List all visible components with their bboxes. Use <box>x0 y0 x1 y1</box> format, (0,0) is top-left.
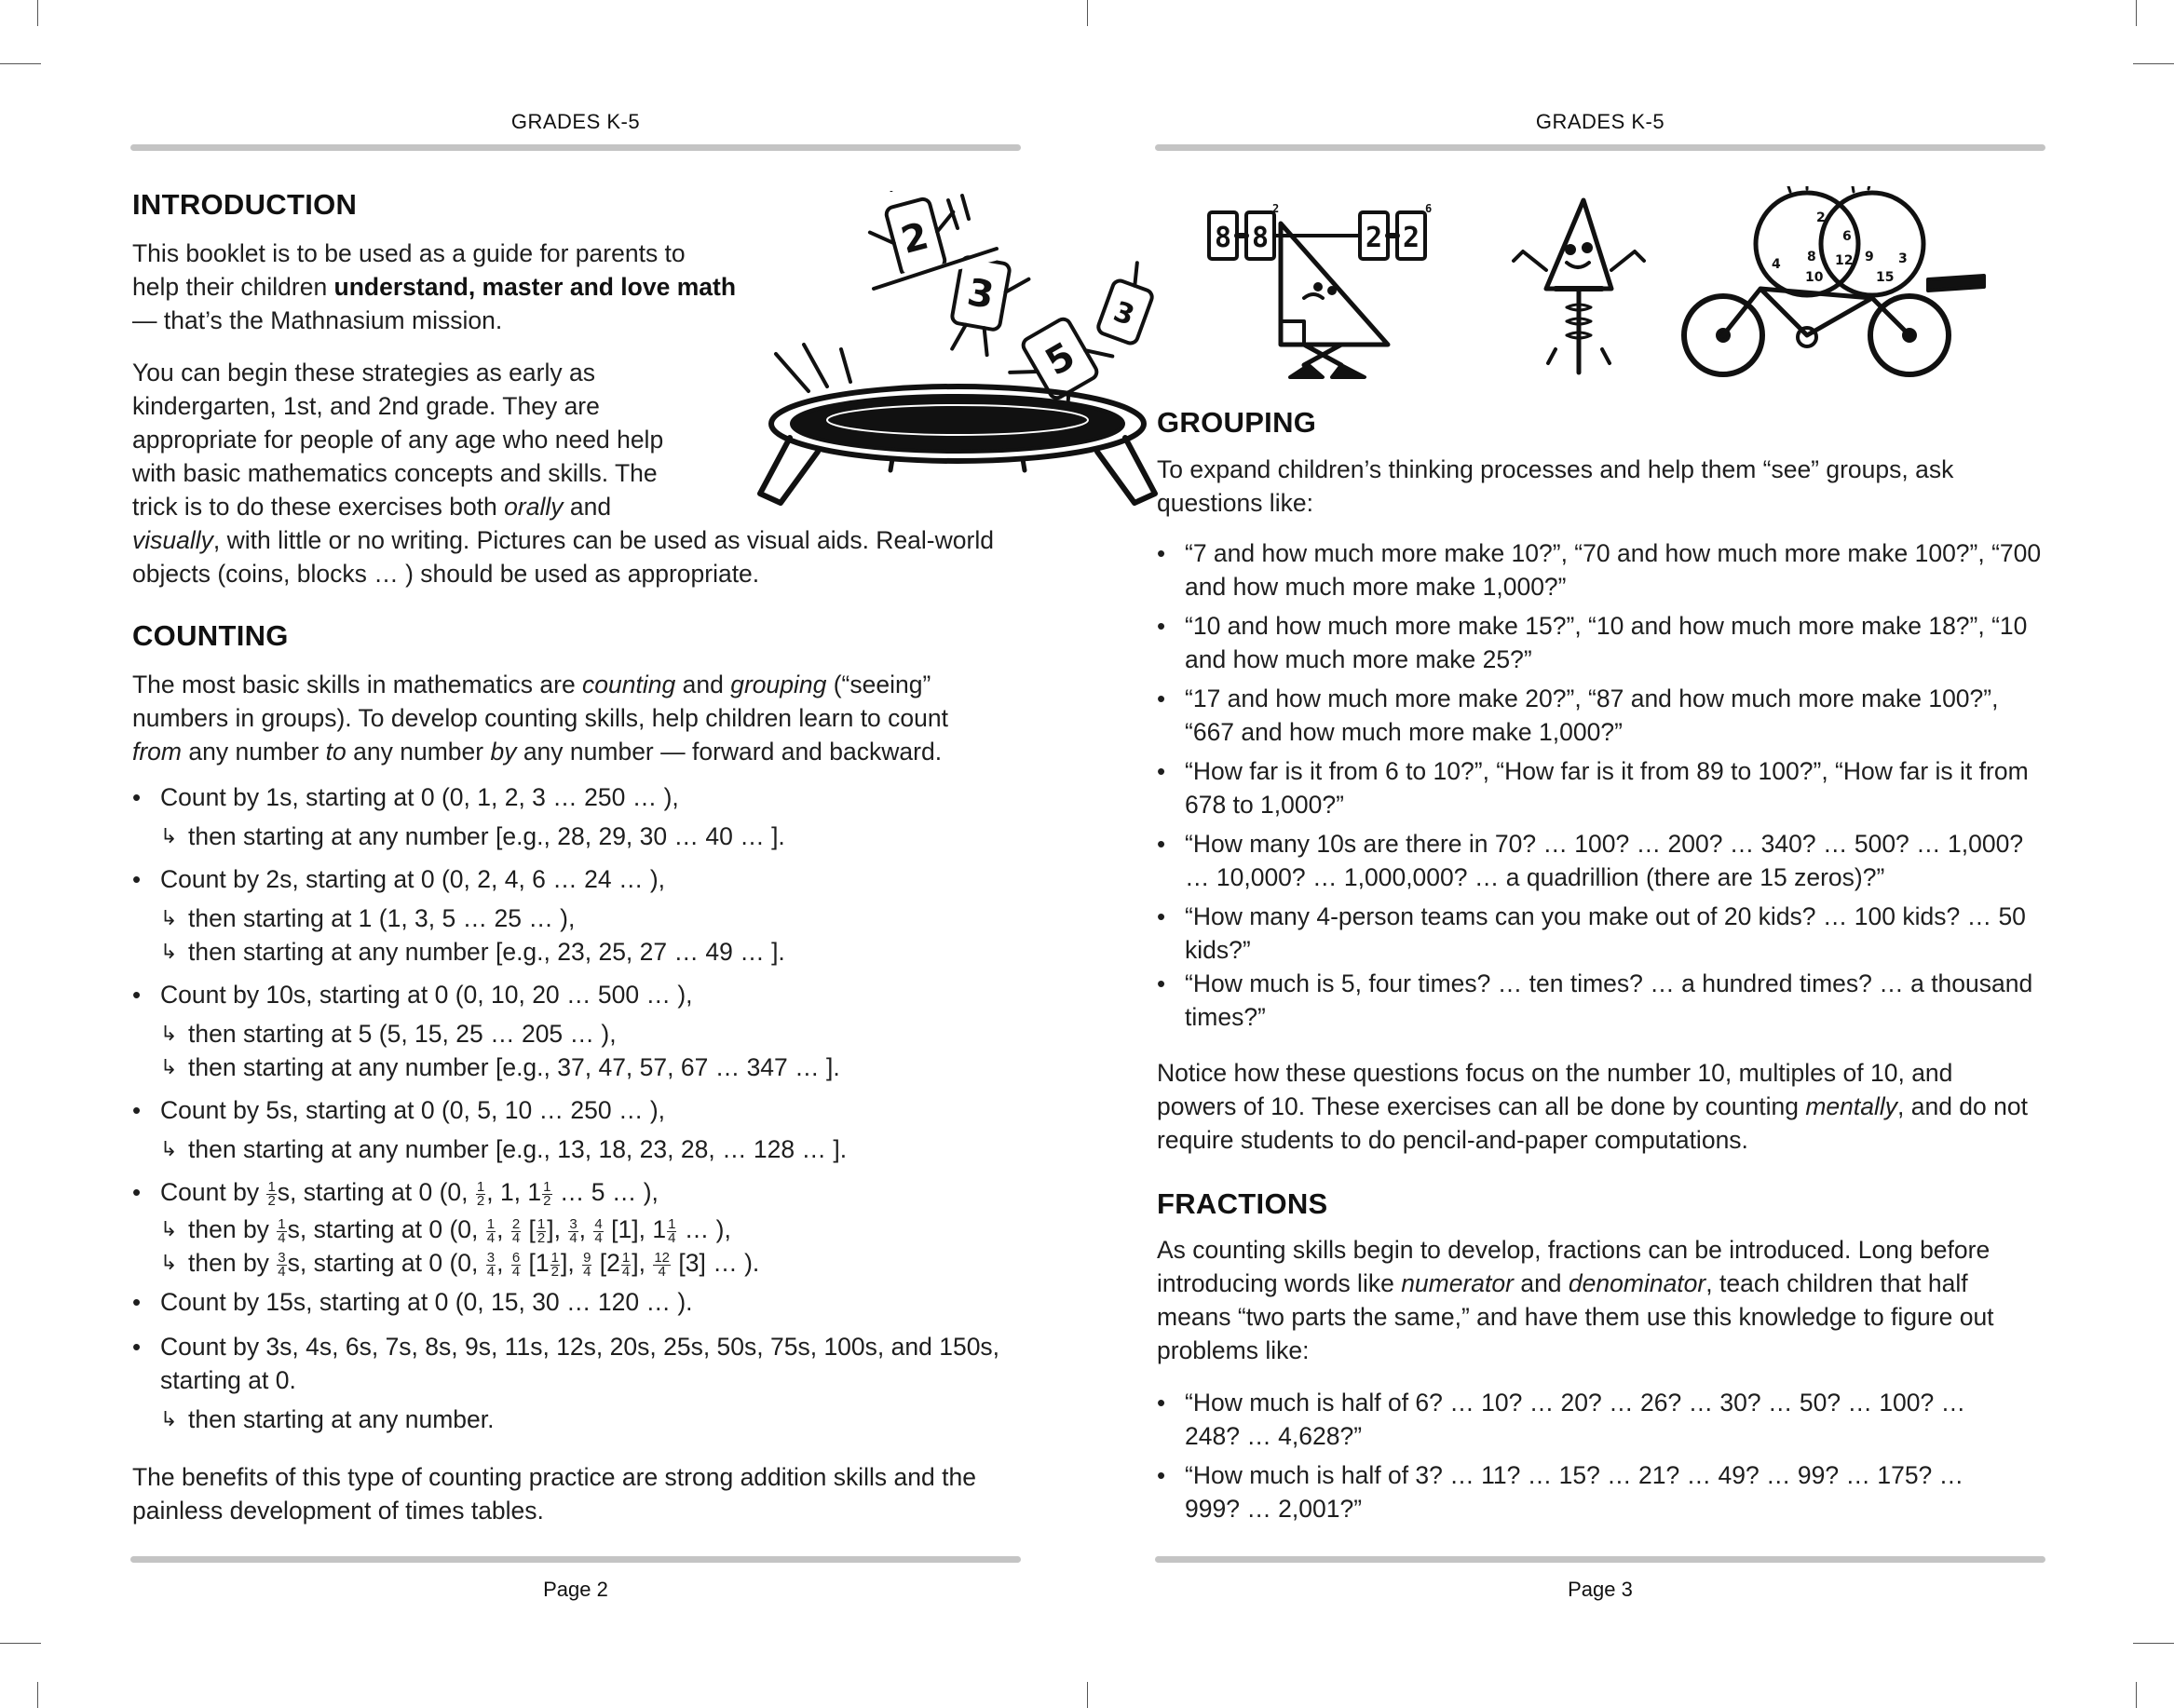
list-item: • “How much is half of 3? … 11? … 15? … 21? … 49? … 99? … 175? … 999? … 2,001?” <box>1157 1458 1977 1525</box>
intro-heading: INTRODUCTION <box>132 188 358 221</box>
crop-mark <box>1087 1682 1088 1708</box>
grouping-intro: To expand children’s thinking processes and help them “see” groups, ask questions like: <box>1157 455 1954 517</box>
illus-digit: 2 <box>1272 202 1280 215</box>
illus-digit: 6 <box>1425 202 1433 215</box>
venn-digit: 8 <box>1807 250 1816 264</box>
counting-list <box>132 780 1008 1447</box>
list-item: • “How much is 5, four times? … ten times? … a hundred times? … a thousand times?” <box>1157 967 2042 1034</box>
triangle-weightlifter <box>1209 212 1425 377</box>
header-rule <box>130 144 1021 151</box>
footer-rule <box>1155 1556 2045 1563</box>
crop-mark <box>0 63 41 64</box>
fractions-intro: As counting skills begin to develop, fractions can be introduced. Long before introducing words like numerator and denominator, teach children that half means “two parts the same,” and have them use this knowledge to figure out problems like: <box>1157 1236 1994 1364</box>
arrow-icon: ↳ <box>160 1022 178 1045</box>
list-item: • “How far is it from 6 to 10?”, “How far is it from 89 to 100?”, “How far is it from 678 to 1,000?” <box>1157 754 2042 821</box>
counting-heading: COUNTING <box>132 619 289 652</box>
left-page <box>130 0 1139 1708</box>
running-head: GRADES K-5 <box>1535 110 1665 133</box>
list-item: • “How many 4-person teams can you make out of 20 kids? … 100 kids? … 50 kids?” <box>1157 900 2042 967</box>
crop-mark <box>2136 0 2137 26</box>
venn-digit: 9 <box>1865 250 1874 264</box>
illus-digit: 3 <box>964 270 998 319</box>
venn-digit: 4 <box>1772 257 1781 272</box>
illus-digit: 8 <box>1215 222 1232 254</box>
list-item: • “How much is half of 6? … 10? … 20? … 26? … 30? … 50? … 100? … 248? … 4,628?” <box>1157 1386 1977 1453</box>
list-item: • Count by $\frac{1}{2}$ s, starting at 0 (0, $\frac{1}{2}$ , 1, 1 $\frac{1}{2}$ … 5 … ), ↳ then by $\frac{1}{4}$ s, starting at 0 (0, $\frac{1}{4}$ , $\frac{2}{4}$ [ $\frac{1}{2}$ ], $\frac{3}{4}$ , $\frac{4}{4}$ [1], 1 $\frac{1}{4}$ … ), ↳ then by $\frac{3}{4}$ s, starting at 0 (0, $\frac{3}{4}$ , $\frac{6}{4}$ [1 $\frac{1}{2}$ ], $\frac{9}{4}$ [2 $\frac{1}{4}$ ], $\frac{12}{4}$ [3] … ). <box>132 1175 1008 1280</box>
arrow-icon: ↳ <box>160 1407 178 1430</box>
venn-digit: 12 <box>1835 253 1854 268</box>
page-number: Page 3 <box>1568 1578 1633 1601</box>
list-item: • “17 and how much more make 20?”, “87 and how much more make 100?”, “667 and how much more make 1,000?” <box>1157 682 2042 749</box>
crop-mark <box>37 1682 38 1708</box>
intro-paragraph-2: You can begin these strategies as early as kindergarten, 1st, and 2nd grade. They are appropriate for people of any age who need help with basic mathematics concepts and skills. The trick is to do these exercises both orally and visually, with little or no writing. Pictures can be used as visual aids. Real-world objects (coins, blocks … ) should be used as appropriate. <box>132 359 994 588</box>
page-number: Page 2 <box>543 1578 608 1601</box>
fractions-list <box>1157 1386 1977 1525</box>
list-item: • Count by 10s, starting at 0 (0, 10, 20 … 500 … ), ↳ then starting at 5 (5, 15, 25 … 205 … ), ↳ then starting at any number [e.g., 37, 47, 57, 67 … 347 … ]. <box>132 978 1008 1084</box>
venn-digit: 2 <box>1816 210 1826 225</box>
crop-mark <box>1087 0 1088 26</box>
fractions-heading: FRACTIONS <box>1157 1187 1328 1220</box>
venn-digit: 6 <box>1842 229 1852 244</box>
intro-paragraph-1: This booklet is to be used as a guide for parents to help their children understand, master and love math — that’s the Mathnasium mission. <box>132 239 737 334</box>
shapes-illustration <box>1202 186 2003 382</box>
arrow-icon: ↳ <box>160 940 178 963</box>
triangle-pogo <box>1514 200 1644 373</box>
list-item: • “How many 10s are there in 70? … 100? … 200? … 340? … 500? … 1,000? … 10,000? … 1,000,000? … a quadrillion (there are 15 zeros)?” <box>1157 827 2042 894</box>
venn-digit: 3 <box>1898 251 1908 266</box>
list-item: • “7 and how much more make 10?”, “70 and how much more make 100?”, “700 and how much more make 1,000?” <box>1157 536 2042 603</box>
crop-mark <box>0 1643 41 1644</box>
grouping-note: Notice how these questions focus on the number 10, multiples of 10, and powers of 10. These exercises can all be done by counting mentally, and do not require students to do pencil-and-paper computations. <box>1157 1059 2028 1154</box>
arrow-icon: ↳ <box>160 1137 178 1160</box>
list-item: • Count by 2s, starting at 0 (0, 2, 4, 6 … 24 … ), ↳ then starting at 1 (1, 3, 5 … 25 … ), ↳ then starting at any number [e.g., 23, 25, 27 … 49 … ]. <box>132 862 1008 969</box>
list-item: • Count by 15s, starting at 0 (0, 15, 30 … 120 … ). <box>132 1285 1008 1319</box>
arrow-icon: ↳ <box>160 1055 178 1078</box>
list-item: • Count by 1s, starting at 0 (0, 1, 2, 3 … 250 … ), ↳ then starting at any number [e.g., 28, 29, 30 … 40 … ]. <box>132 780 1008 853</box>
counting-paragraph: The most basic skills in mathematics are counting and grouping (“seeing” numbers in groups). To develop counting skills, help children learn to count from any number to any number by any number — forward and backward. <box>132 671 948 766</box>
grouping-heading: GROUPING <box>1157 406 1317 439</box>
crop-mark <box>2133 63 2174 64</box>
venn-bike <box>1684 186 1984 374</box>
footer-rule <box>130 1556 1021 1563</box>
grouping-list <box>1157 536 2042 1034</box>
venn-digit: 10 <box>1805 270 1824 285</box>
right-page <box>1155 0 2049 1708</box>
illus-digit: 2 <box>896 214 933 264</box>
arrow-icon: ↳ <box>160 906 178 929</box>
list-item: • Count by 5s, starting at 0 (0, 5, 10 … 250 … ), ↳ then starting at any number [e.g., 13, 18, 23, 28, … 128 … ]. <box>132 1093 1008 1166</box>
running-head: GRADES K-5 <box>510 110 641 133</box>
counting-closing: The benefits of this type of counting practice are strong addition skills and the painless development of times tables. <box>132 1463 976 1525</box>
list-item: • “10 and how much more make 15?”, “10 and how much more make 18?”, “10 and how much more make 25?” <box>1157 609 2042 676</box>
illus-digit: 2 <box>1366 222 1383 254</box>
crop-mark <box>2133 1643 2174 1644</box>
illus-digit: 3 <box>1108 295 1139 333</box>
arrow-icon: ↳ <box>160 824 178 847</box>
illus-digit: 5 <box>1038 334 1082 385</box>
illus-digit: 2 <box>1403 222 1420 254</box>
header-rule <box>1155 144 2045 151</box>
list-item: • Count by 3s, 4s, 6s, 7s, 8s, 9s, 11s, 12s, 20s, 25s, 50s, 75s, 100s, and 150s, starting at 0. ↳ then starting at any number. <box>132 1330 1008 1436</box>
crop-mark <box>2136 1682 2137 1708</box>
arrow-icon: ↳ <box>160 1251 178 1274</box>
illus-digit: 8 <box>1252 222 1270 254</box>
venn-digit: 15 <box>1876 270 1895 285</box>
crop-mark <box>37 0 38 26</box>
arrow-icon: ↳ <box>160 1217 178 1240</box>
